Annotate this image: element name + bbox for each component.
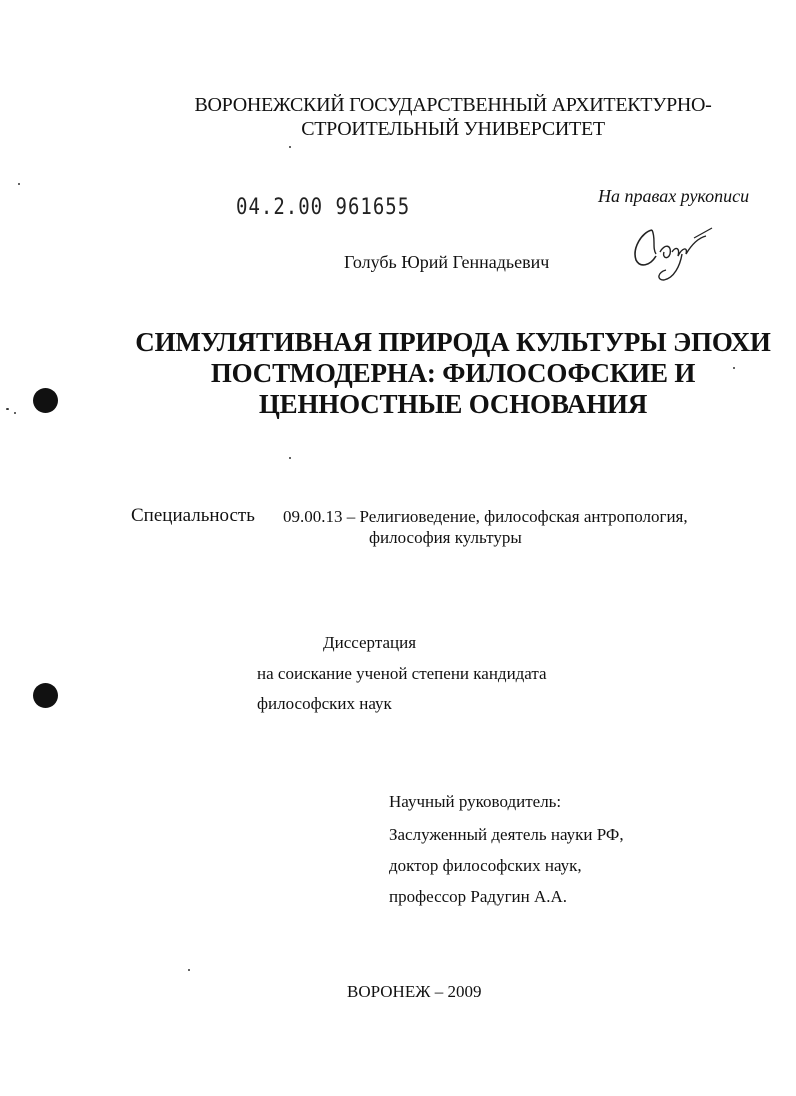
scan-speck <box>733 367 735 369</box>
specialty-label: Специальность <box>131 505 255 526</box>
specialty-code: 09.00.13 – Религиоведение, философская антропология, <box>283 507 688 526</box>
dissertation-title-line2: ПОСТМОДЕРНА: ФИЛОСОФСКИЕ И <box>210 358 696 388</box>
degree-field: философских наук <box>257 694 392 713</box>
author-signature <box>622 208 722 288</box>
author-name: Голубь Юрий Геннадьевич <box>344 252 550 272</box>
punch-hole-bottom <box>33 683 58 708</box>
university-name-line1: ВОРОНЕЖСКИЙ ГОСУДАРСТВЕННЫЙ АРХИТЕКТУРНО- <box>194 94 712 116</box>
supervisor-degree: доктор философских наук, <box>389 856 582 875</box>
degree-line: на соискание ученой степени кандидата <box>257 664 547 683</box>
dissertation-type: Диссертация <box>323 633 417 652</box>
scan-speck <box>18 183 20 185</box>
dissertation-title-line3: ЦЕННОСТНЫЕ ОСНОВАНИЯ <box>258 389 648 419</box>
supervisor-name: профессор Радугин А.А. <box>389 887 568 906</box>
scan-speck <box>289 457 291 459</box>
city-year: ВОРОНЕЖ – 2009 <box>347 982 482 1001</box>
supervisor-honor: Заслуженный деятель науки РФ, <box>389 825 624 844</box>
specialty-line2: философия культуры <box>369 528 522 547</box>
university-name-line2: СТРОИТЕЛЬНЫЙ УНИВЕРСИТЕТ <box>301 118 605 140</box>
scan-speck <box>14 412 16 414</box>
library-stamp-number: 04.2.00 961655 <box>236 194 411 220</box>
manuscript-rights-note: На правах рукописи <box>598 186 750 206</box>
scan-speck <box>188 969 190 971</box>
supervisor-heading: Научный руководитель: <box>389 792 562 811</box>
punch-hole-top <box>33 388 58 413</box>
scan-speck <box>289 146 291 148</box>
dissertation-title-line1: СИМУЛЯТИВНАЯ ПРИРОДА КУЛЬТУРЫ ЭПОХИ <box>135 327 771 357</box>
scan-speck <box>6 408 9 410</box>
